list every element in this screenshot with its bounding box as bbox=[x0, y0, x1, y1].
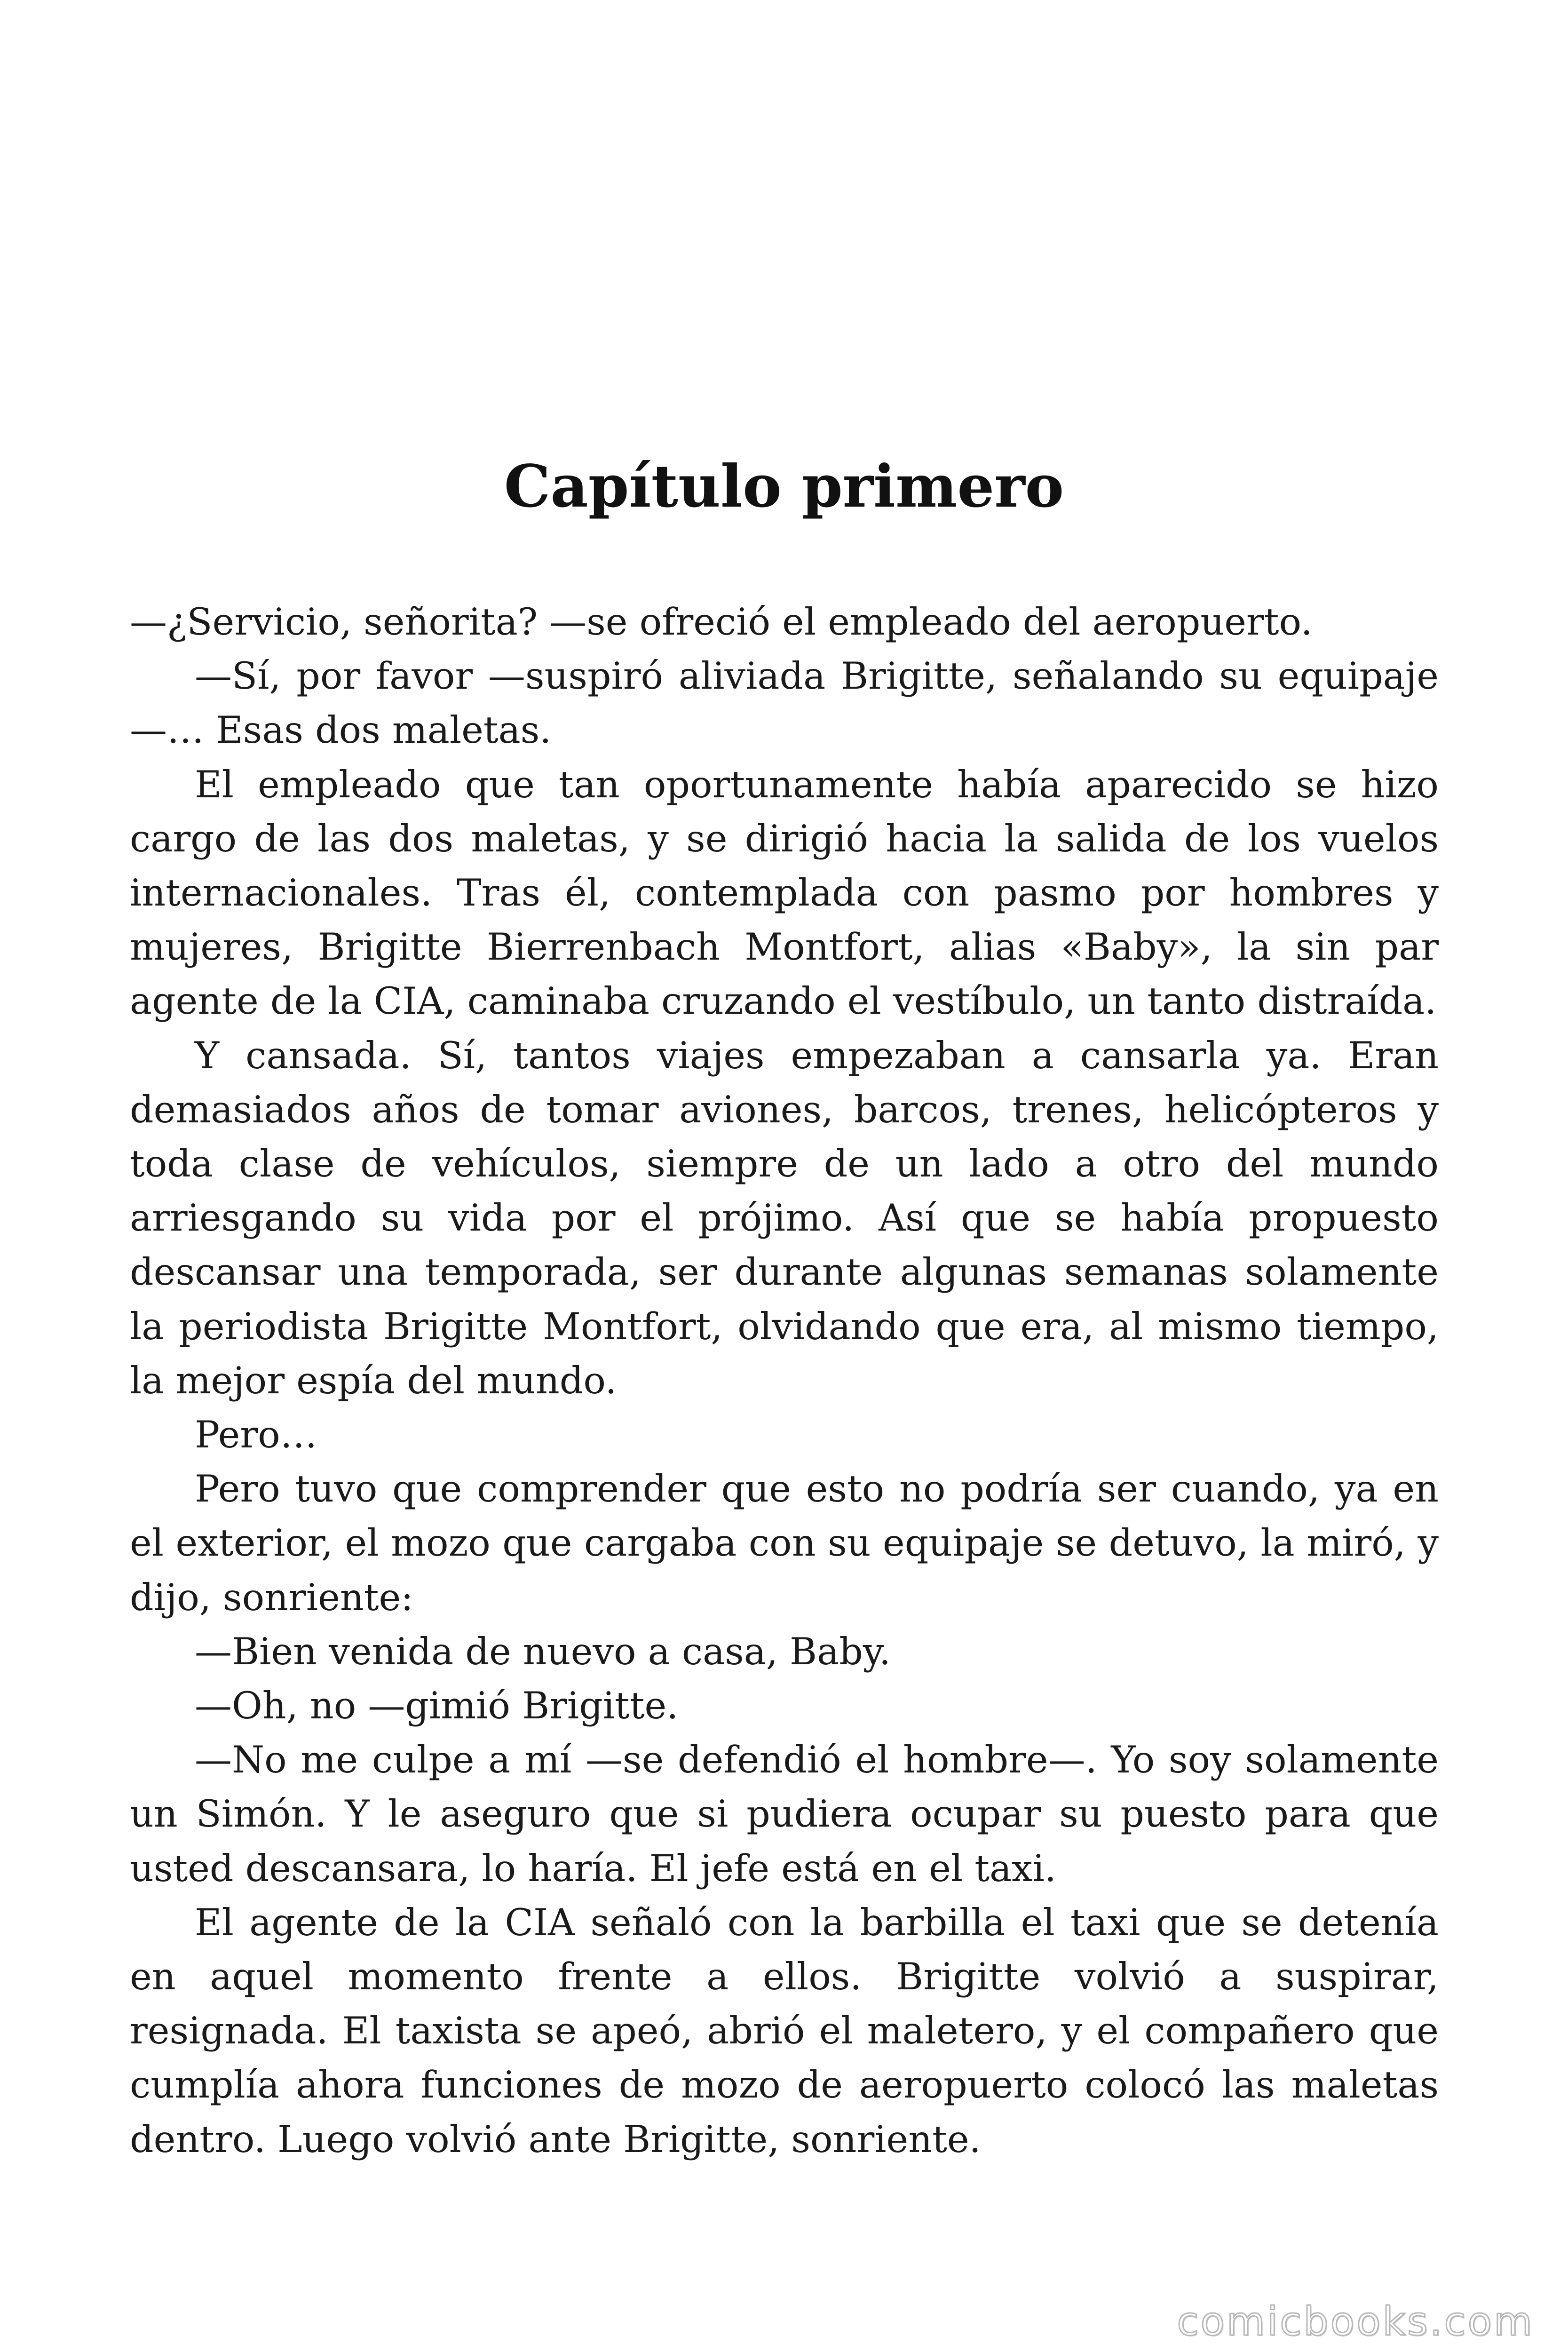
paragraph: —No me culpe a mí —se defendió el hombre—. Yo soy solamente un Simón. Y le aseguro que si pudiera ocupar su puesto para que usted descansara, lo haría. El jefe está en el taxi. bbox=[130, 1738, 1439, 1890]
paragraph: —Bien venida de nuevo a casa, Baby. bbox=[195, 1629, 891, 1673]
watermark: comicbooks.com bbox=[1177, 2298, 1534, 2344]
paragraph: El empleado que tan oportunamente había aparecido se hizo cargo de las dos maletas, y se dirigió hacia la salida de los vuelos internacionales. Tras él, contemplada con pasmo por hombres y mujeres, Brigitte Bierrenbach Montfort, alias «Baby», la sin par agente de la CIA, caminaba cruzando el vestíbulo, un tanto distraída. bbox=[130, 763, 1439, 1023]
paragraph: Pero… bbox=[195, 1413, 317, 1457]
chapter-title: Capítulo primero bbox=[504, 453, 1064, 521]
paragraph: —¿Servicio, señorita? —se ofreció el empleado del aeropuerto. bbox=[130, 600, 1313, 644]
chapter-body bbox=[130, 595, 1439, 2167]
paragraph: —Sí, por favor —suspiró aliviada Brigitte, señalando su equipaje —… Esas dos maletas. bbox=[130, 654, 1439, 752]
paragraph: —Oh, no —gimió Brigitte. bbox=[195, 1684, 679, 1728]
paragraph: Pero tuvo que comprender que esto no podría ser cuando, ya en el exterior, el mozo que cargaba con su equipaje se detuvo, la miró, y dijo, sonriente: bbox=[130, 1467, 1439, 1619]
paragraph: El agente de la CIA señaló con la barbilla el taxi que se detenía en aquel momento frente a ellos. Brigitte volvió a suspirar, resignada. El taxista se apeó, abrió el maletero, y el compañero que cumplía ahora funciones de mozo de aeropuerto colocó las maletas dentro. Luego volvió ante Brigitte, sonriente. bbox=[130, 1900, 1439, 2161]
paragraph: Y cansada. Sí, tantos viajes empezaban a cansarla ya. Eran demasiados años de tomar aviones, barcos, trenes, helicópteros y toda clase de vehículos, siempre de un lado a otro del mundo arriesgando su vida por el prójimo. Así que se había propuesto descansar una temporada, ser durante algunas semanas solamente la periodista Brigitte Montfort, olvidando que era, al mismo tiempo, la mejor espía del mundo. bbox=[130, 1033, 1439, 1402]
